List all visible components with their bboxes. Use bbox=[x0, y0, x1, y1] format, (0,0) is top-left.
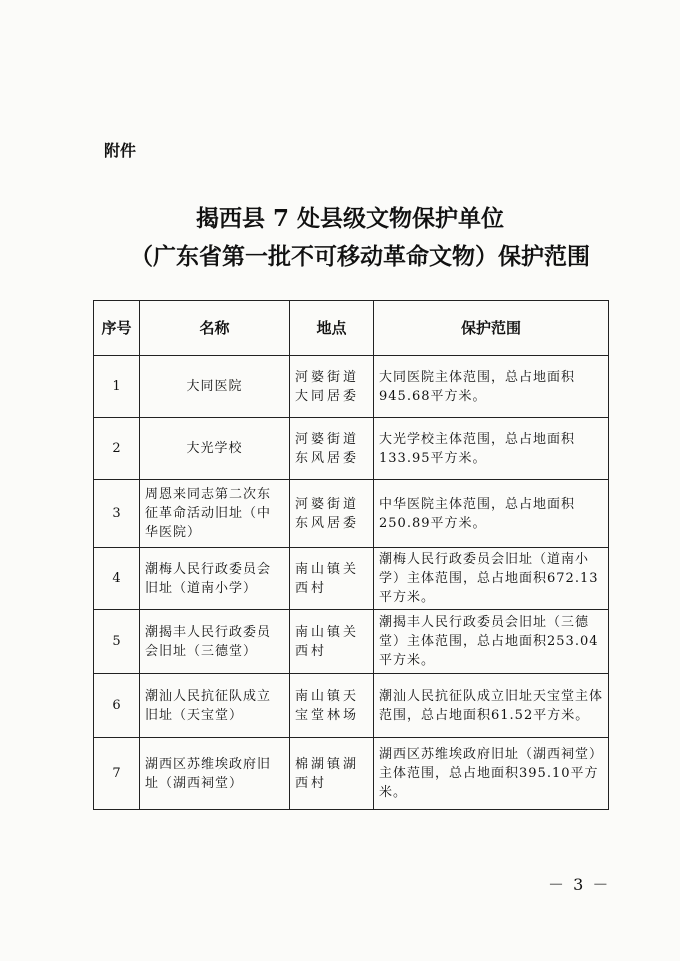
row-number: 5 bbox=[94, 610, 140, 674]
site-location: 河婆街道东风居委 bbox=[290, 418, 374, 480]
table-row bbox=[94, 548, 609, 610]
table-row bbox=[94, 418, 609, 480]
site-name: 潮揭丰人民行政委员会旧址（三德堂） bbox=[140, 610, 290, 674]
site-name: 周恩来同志第二次东征革命活动旧址（中华医院） bbox=[140, 480, 290, 548]
header-location: 地点 bbox=[290, 301, 374, 356]
table-row bbox=[94, 610, 609, 674]
row-number: 2 bbox=[94, 418, 140, 480]
protection-scope: 湖西区苏维埃政府旧址（湖西祠堂）主体范围，总占地面积395.10平方米。 bbox=[374, 738, 609, 810]
protection-scope-table bbox=[93, 300, 609, 810]
table-row bbox=[94, 356, 609, 418]
site-name: 潮汕人民抗征队成立旧址（天宝堂） bbox=[140, 674, 290, 738]
document-title-line1: 揭西县 7 处县级文物保护单位 bbox=[195, 205, 505, 232]
site-name: 湖西区苏维埃政府旧址（湖西祠堂） bbox=[140, 738, 290, 810]
protection-scope: 潮汕人民抗征队成立旧址天宝堂主体范围，总占地面积61.52平方米。 bbox=[374, 674, 609, 738]
site-location: 南山镇关西村 bbox=[290, 548, 374, 610]
attachment-label: 附件 bbox=[104, 141, 137, 160]
row-number: 4 bbox=[94, 548, 140, 610]
site-location: 南山镇天宝堂林场 bbox=[290, 674, 374, 738]
header-name: 名称 bbox=[140, 301, 290, 356]
site-name: 大光学校 bbox=[140, 418, 290, 480]
site-name: 潮梅人民行政委员会旧址（道南小学） bbox=[140, 548, 290, 610]
protection-scope: 潮梅人民行政委员会旧址（道南小学）主体范围，总占地面积672.13平方米。 bbox=[374, 548, 609, 610]
row-number: 7 bbox=[94, 738, 140, 810]
site-location: 棉湖镇湖西村 bbox=[290, 738, 374, 810]
row-number: 1 bbox=[94, 356, 140, 418]
document-title-line2: （广东省第一批不可移动革命文物）保护范围 bbox=[130, 243, 590, 270]
row-number: 6 bbox=[94, 674, 140, 738]
protection-scope: 大光学校主体范围，总占地面积133.95平方米。 bbox=[374, 418, 609, 480]
site-name: 大同医院 bbox=[140, 356, 290, 418]
site-location: 河婆街道大同居委 bbox=[290, 356, 374, 418]
table-row bbox=[94, 674, 609, 738]
header-scope: 保护范围 bbox=[374, 301, 609, 356]
table-row bbox=[94, 738, 609, 810]
page-number: － 3 － bbox=[548, 875, 611, 894]
site-location: 南山镇关西村 bbox=[290, 610, 374, 674]
table-row bbox=[94, 480, 609, 548]
protection-scope: 中华医院主体范围，总占地面积250.89平方米。 bbox=[374, 480, 609, 548]
protection-scope: 潮揭丰人民行政委员会旧址（三德堂）主体范围，总占地面积253.04平方米。 bbox=[374, 610, 609, 674]
site-location: 河婆街道东风居委 bbox=[290, 480, 374, 548]
table-header-row bbox=[94, 301, 609, 356]
protection-scope: 大同医院主体范围，总占地面积945.68平方米。 bbox=[374, 356, 609, 418]
row-number: 3 bbox=[94, 480, 140, 548]
header-number: 序号 bbox=[94, 301, 140, 356]
